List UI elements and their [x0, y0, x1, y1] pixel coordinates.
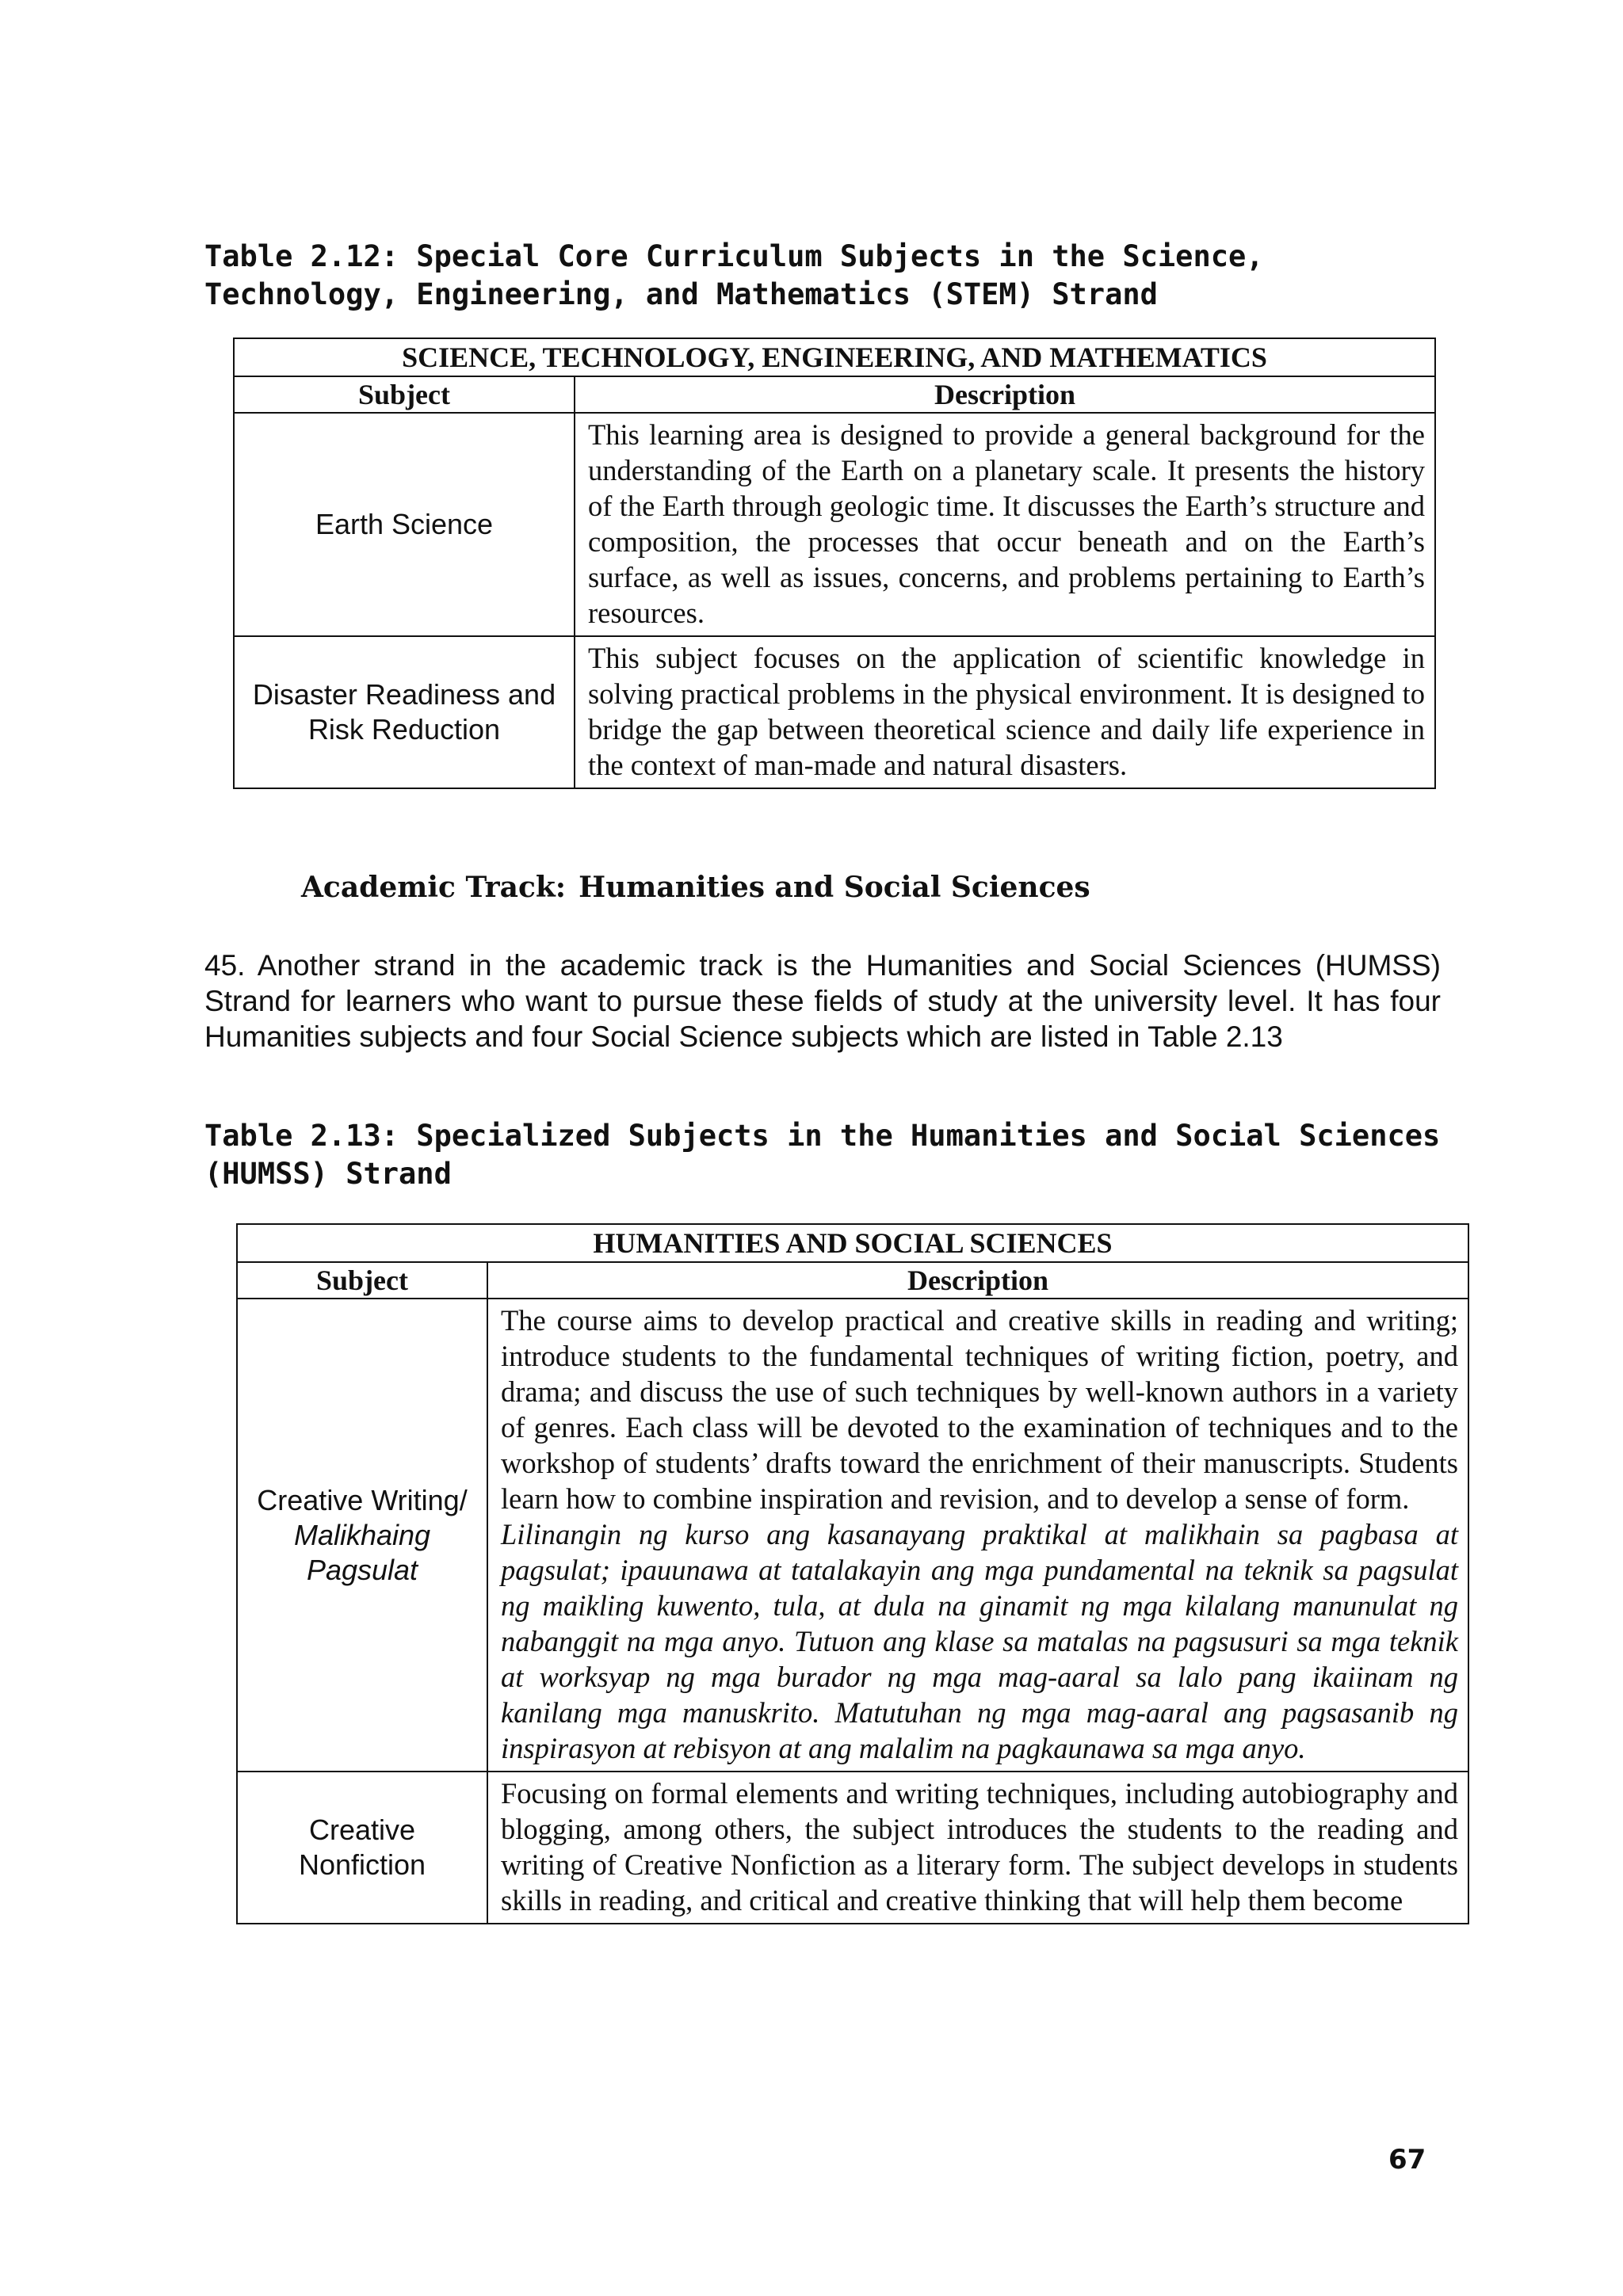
- column-header-subject: Subject: [237, 1262, 487, 1299]
- table-2-12-caption: Table 2.12: Special Core Curriculum Subjects in the Science, Technology, Engineering, and Mathematics (STEM) Strand: [204, 239, 1264, 311]
- column-header-description: Description: [487, 1262, 1468, 1299]
- description-cell: This subject focuses on the application of scientific knowledge in solving practical problems in the physical environment. It is designed to bridge the gap between theoretical science and daily life experience in the context of man-made and natural disasters.: [575, 636, 1435, 788]
- description-cell: Focusing on formal elements and writing techniques, including autobiography and blogging, among others, the subject introduces the students to the reading and writing of Creative Nonfiction as a literary form. The subject develops in students skills in reading, and critical and creative thinking that will help them become: [487, 1772, 1468, 1924]
- table-row: [237, 1299, 1468, 1772]
- description-filipino: Lilinangin ng kurso ang kasanayang praktikal at malikhain sa pagbasa at pagsulat; ipauunawa at tatalakayin ang mga pundamental na teknik sa pagsulat ng maikling kuwento, tula, at dula na ginamit ng mga kilalang manunulat ng nabanggit na mga anyo. Tutuon ang klase sa matalas na pagsusuri sa mga teknik at worksyap ng mga burador ng mga mag-aaral sa lalo pang ikaiinam ng kanilang mga manuskrito. Matutuhan ng mga mag-aaral ang pagsasanib ng inspirasyon at rebisyon at ang malalim na pagkaunawa sa mga anyo.: [501, 1518, 1458, 1764]
- humss-subjects-table: [236, 1223, 1469, 1924]
- subject-cell: Creative Nonfiction: [237, 1772, 487, 1924]
- table-row: [234, 413, 1435, 636]
- column-header-subject: Subject: [234, 376, 575, 413]
- table-row: [237, 1772, 1468, 1924]
- subject-filipino: Malikhaing Pagsulat: [293, 1518, 431, 1586]
- paragraph-number: 45.: [204, 949, 246, 982]
- subject-cell: Earth Science: [234, 413, 575, 636]
- subject-english: Creative Writing/: [257, 1483, 468, 1516]
- column-header-description: Description: [575, 376, 1435, 413]
- table-band-header: HUMANITIES AND SOCIAL SCIENCES: [237, 1224, 1468, 1262]
- section-label: Academic Track:: [301, 871, 567, 904]
- page-number: 67: [1388, 2144, 1426, 2176]
- subject-cell: [237, 1299, 487, 1772]
- description-cell: [487, 1299, 1468, 1772]
- description-cell: This learning area is designed to provide a general background for the understanding of the Earth on a planetary scale. It presents the history of the Earth through geologic time. It discusses the Earth’s structure and composition, the processes that occur beneath and on the Earth’s surface, as well as issues, concerns, and problems pertaining to Earth’s resources.: [575, 413, 1435, 636]
- table-row: [234, 636, 1435, 788]
- section-heading: [301, 868, 1090, 906]
- stem-subjects-table: [233, 338, 1436, 789]
- description-english: The course aims to develop practical and creative skills in reading and writing; introduce students to the fundamental techniques of writing fiction, poetry, and drama; and discuss the use of such techniques by well-known authors in a variety of genres. Each class will be devoted to the examination of techniques and to the workshop of students’ drafts toward the enrichment of their manuscripts. Students learn how to combine inspiration and revision, and to develop a sense of form.: [501, 1304, 1458, 1515]
- table-2-13-caption: Table 2.13: Specialized Subjects in the Humanities and Social Sciences (HUMSS) Strand: [204, 1119, 1441, 1191]
- table-band-header: SCIENCE, TECHNOLOGY, ENGINEERING, AND MATHEMATICS: [234, 338, 1435, 376]
- section-title: Humanities and Social Sciences: [579, 871, 1090, 904]
- body-paragraph: [204, 948, 1441, 1055]
- paragraph-text: Another strand in the academic track is the Humanities and Social Sciences (HUMSS) Strand for learners who want to pursue these fields of study at the university level. It has four Humanities subjects and four Social Science subjects which are listed in Table 2.13: [204, 949, 1441, 1053]
- subject-cell: Disaster Readiness and Risk Reduction: [234, 636, 575, 788]
